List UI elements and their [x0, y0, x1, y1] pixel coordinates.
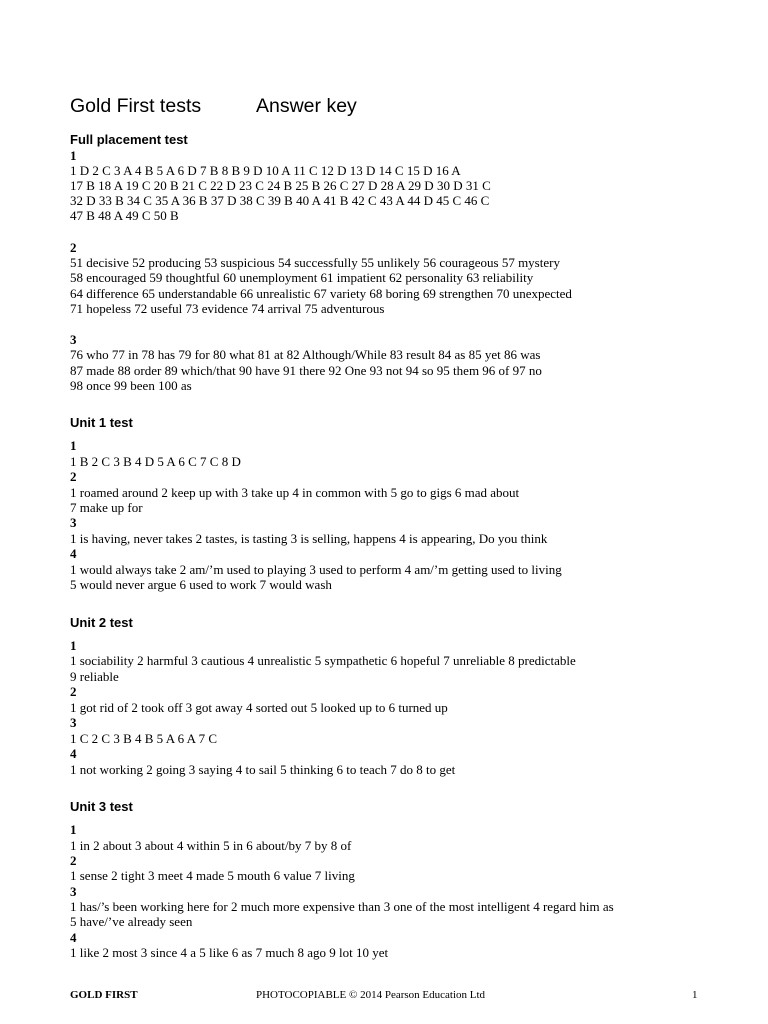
- unit-3-heading: Unit 3 test: [70, 799, 133, 814]
- answer-line: 76 who 77 in 78 has 79 for 80 what 81 at 82 Although/While 83 result 84 as 85 yet 86 was: [70, 347, 541, 362]
- section-number: 1: [70, 638, 77, 653]
- document-title: Gold First tests: [70, 95, 202, 117]
- section-number: 2: [70, 684, 77, 699]
- section-number: 3: [70, 884, 77, 899]
- section-number: 2: [70, 469, 77, 484]
- section-number: 4: [70, 546, 77, 561]
- section-number: 2: [70, 240, 77, 255]
- unit-1-heading: Unit 1 test: [70, 415, 133, 430]
- answer-line: 98 once 99 been 100 as: [70, 378, 192, 393]
- answer-line: 1 D 2 C 3 A 4 B 5 A 6 D 7 B 8 B 9 D 10 A 11 C 12 D 13 D 14 C 15 D 16 A: [70, 163, 461, 178]
- section-number: 1: [70, 148, 77, 163]
- section-number: 3: [70, 332, 77, 347]
- answer-line: 51 decisive 52 producing 53 suspicious 54 successfully 55 unlikely 56 courageous 57 mystery: [70, 255, 560, 270]
- answer-line: 7 make up for: [70, 500, 143, 515]
- section-number: 2: [70, 853, 77, 868]
- answer-line: 17 B 18 A 19 C 20 B 21 C 22 D 23 C 24 B 25 B 26 C 27 D 28 A 29 D 30 D 31 C: [70, 178, 491, 193]
- answer-line: 64 difference 65 understandable 66 unrealistic 67 variety 68 boring 69 strengthen 70 unexpected: [70, 286, 572, 301]
- document-subtitle: Answer key: [256, 95, 357, 117]
- answer-line: 1 sociability 2 harmful 3 cautious 4 unrealistic 5 sympathetic 6 hopeful 7 unreliable 8 predictable: [70, 653, 576, 668]
- answer-line: 1 roamed around 2 keep up with 3 take up 4 in common with 5 go to gigs 6 mad about: [70, 485, 520, 500]
- placement-test-heading: Full placement test: [70, 132, 188, 147]
- unit-2-heading: Unit 2 test: [70, 615, 133, 630]
- answer-line: 47 B 48 A 49 C 50 B: [70, 208, 179, 223]
- answer-line: 32 D 33 B 34 C 35 A 36 B 37 D 38 C 39 B 40 A 41 B 42 C 43 A 44 D 45 C 46 C: [70, 193, 490, 208]
- section-number: 3: [70, 715, 77, 730]
- section-number: 1: [70, 822, 77, 837]
- answer-line: 1 not working 2 going 3 saying 4 to sail 5 thinking 6 to teach 7 do 8 to get: [70, 762, 456, 777]
- answer-line: 1 got rid of 2 took off 3 got away 4 sorted out 5 looked up to 6 turned up: [70, 700, 448, 715]
- section-number: 1: [70, 438, 77, 453]
- answer-line: 1 sense 2 tight 3 meet 4 made 5 mouth 6 value 7 living: [70, 868, 355, 883]
- answer-key-page: [70, 0, 720, 1024]
- answer-line: 1 would always take 2 am/’m used to playing 3 used to perform 4 am/’m getting used to living: [70, 562, 562, 577]
- answer-line: 87 made 88 order 89 which/that 90 have 91 there 92 One 93 not 94 so 95 them 96 of 97 no: [70, 363, 542, 378]
- footer-copyright: PHOTOCOPIABLE © 2014 Pearson Education Ltd: [256, 989, 486, 1001]
- answer-line: 1 is having, never takes 2 tastes, is tasting 3 is selling, happens 4 is appearing, Do you think: [70, 531, 548, 546]
- answer-line: 5 have/’ve already seen: [70, 914, 193, 929]
- answer-line: 1 B 2 C 3 B 4 D 5 A 6 C 7 C 8 D: [70, 454, 241, 469]
- answer-line: 71 hopeless 72 useful 73 evidence 74 arrival 75 adventurous: [70, 301, 385, 316]
- page-number: 1: [692, 989, 698, 1001]
- answer-line: 58 encouraged 59 thoughtful 60 unemployment 61 impatient 62 personality 63 reliability: [70, 270, 534, 285]
- answer-line: 1 has/’s been working here for 2 much more expensive than 3 one of the most intelligent 4 regard him as: [70, 899, 614, 914]
- page-title: [70, 95, 357, 118]
- answer-line: 1 like 2 most 3 since 4 a 5 like 6 as 7 much 8 ago 9 lot 10 yet: [70, 945, 389, 960]
- answer-line: 5 would never argue 6 used to work 7 would wash: [70, 577, 332, 592]
- section-number: 4: [70, 930, 77, 945]
- answer-line: 9 reliable: [70, 669, 119, 684]
- section-number: 3: [70, 515, 77, 530]
- section-number: 4: [70, 746, 77, 761]
- footer-series: GOLD FIRST: [70, 989, 138, 1001]
- answer-line: 1 C 2 C 3 B 4 B 5 A 6 A 7 C: [70, 731, 218, 746]
- answer-line: 1 in 2 about 3 about 4 within 5 in 6 about/by 7 by 8 of: [70, 838, 352, 853]
